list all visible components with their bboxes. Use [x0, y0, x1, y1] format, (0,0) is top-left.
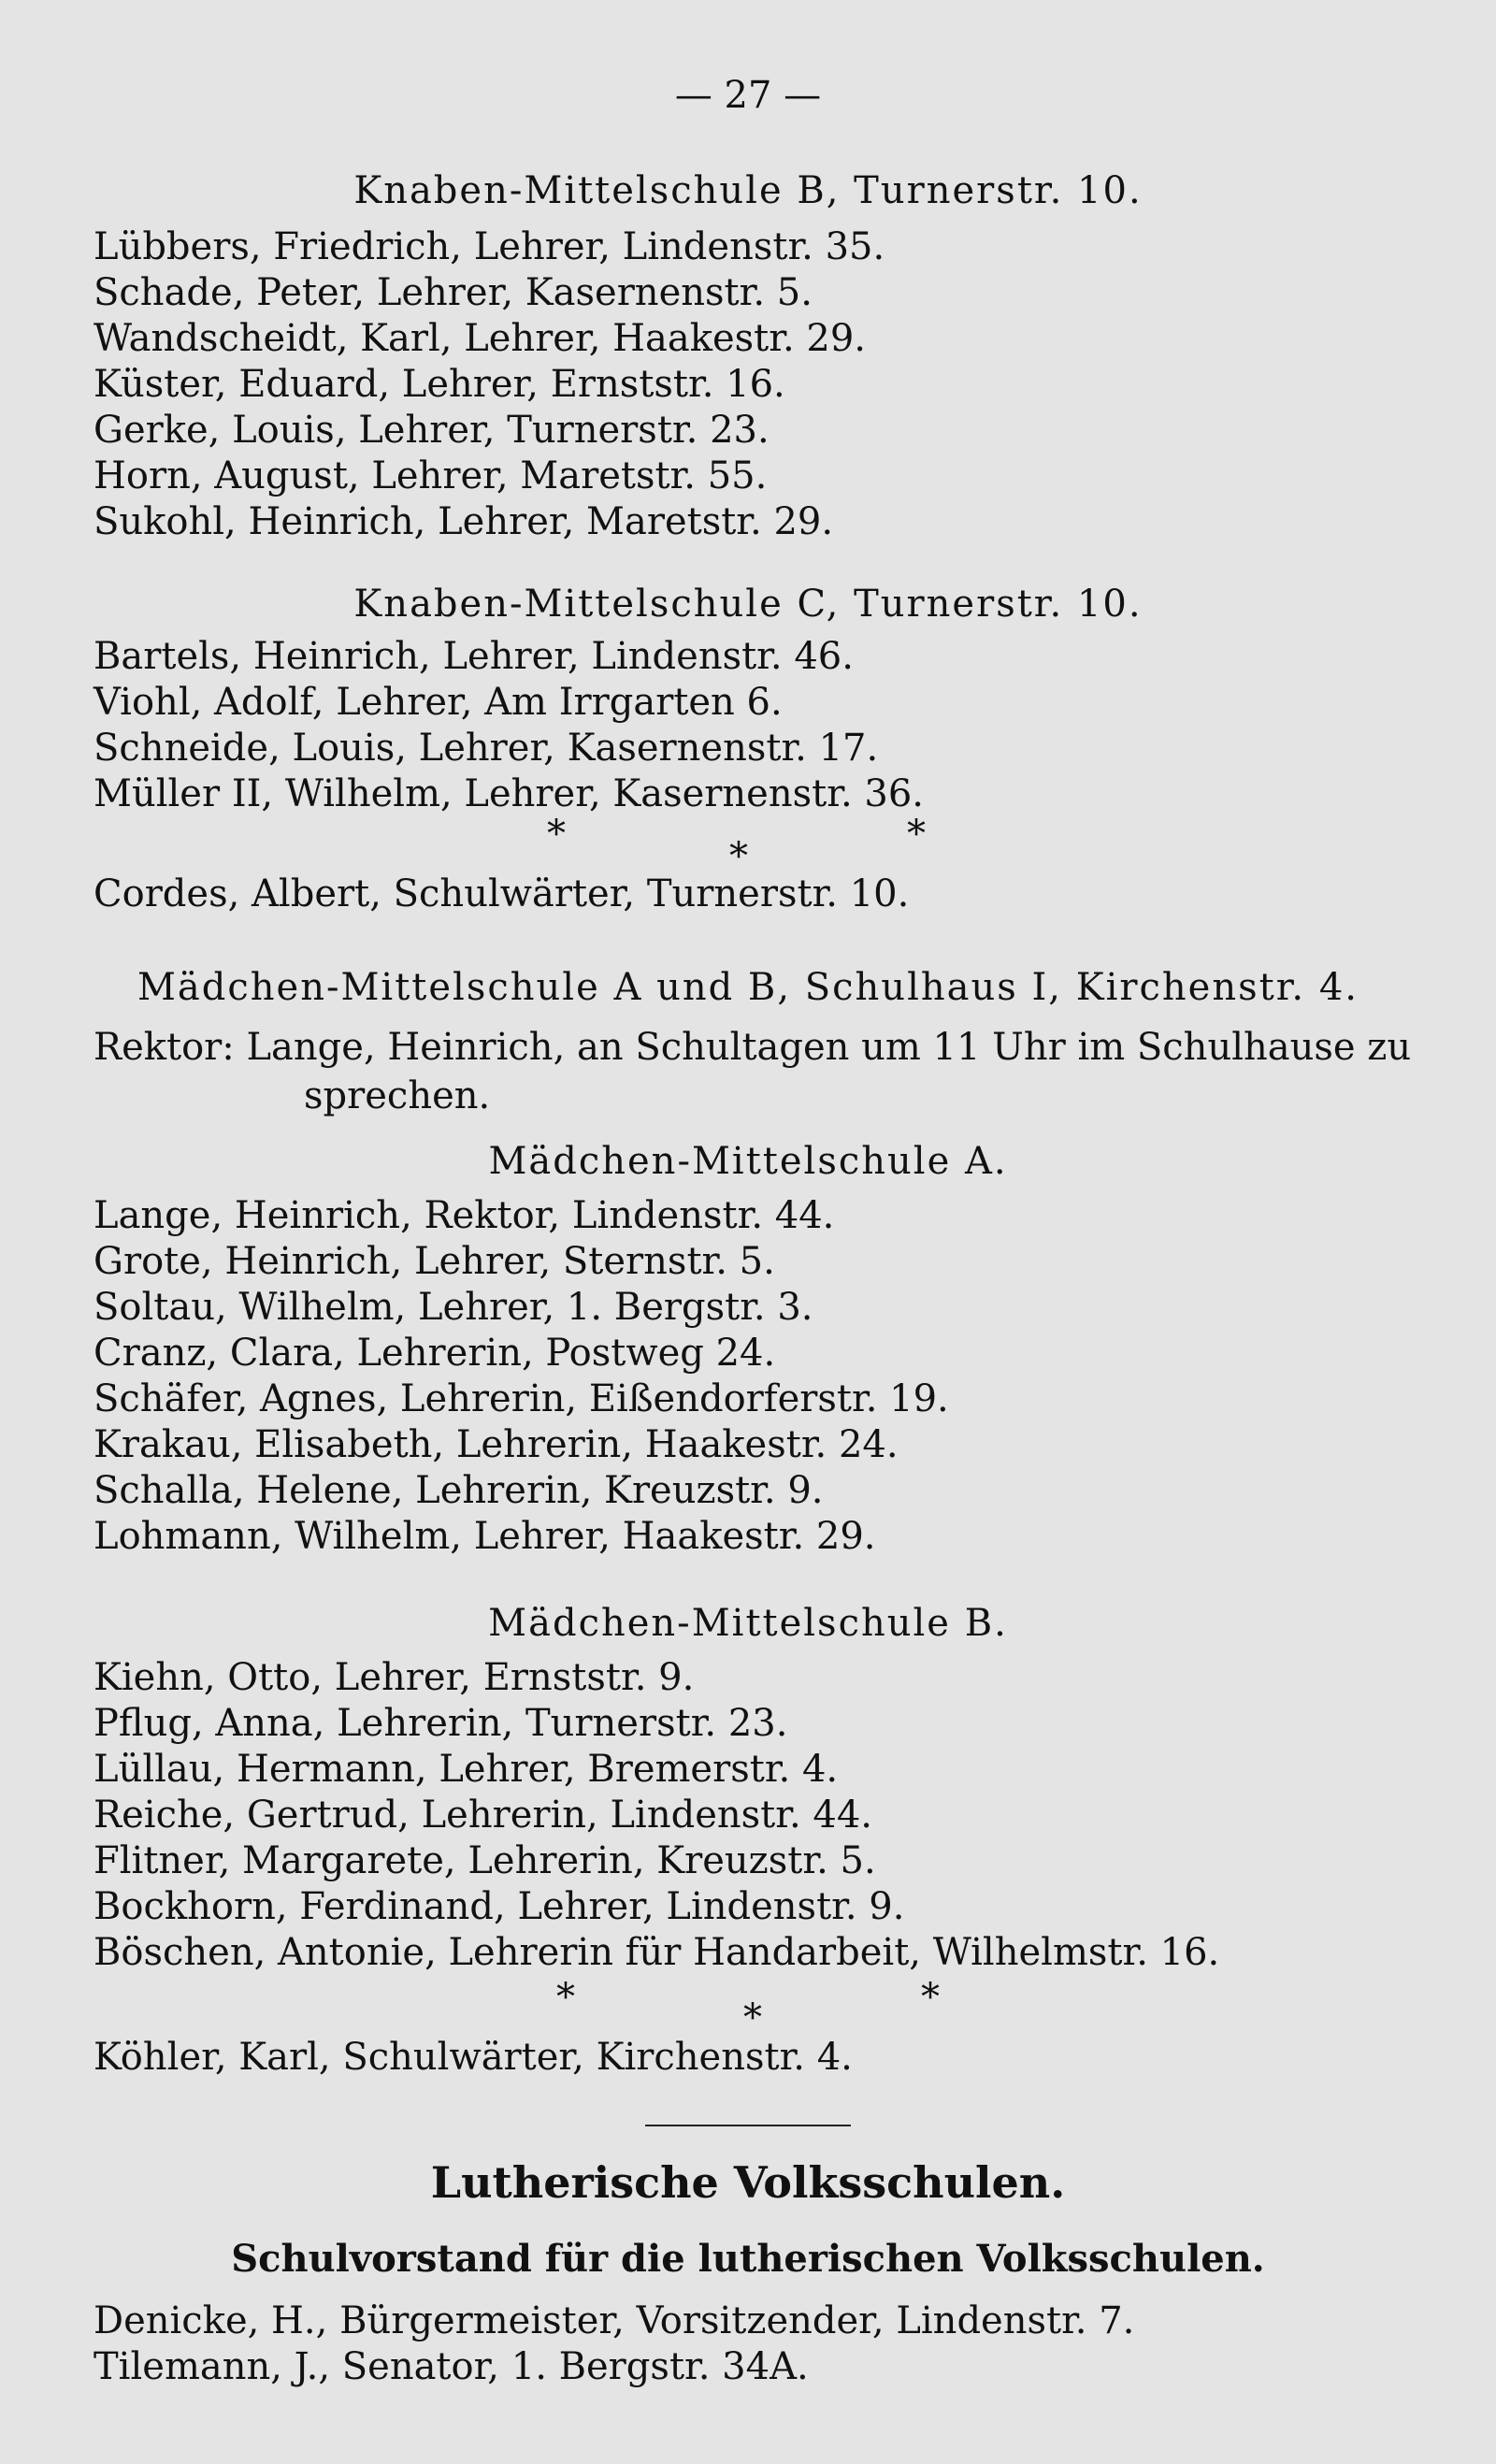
rector-note-continued: sprechen.: [304, 1074, 491, 1117]
list-item: Grote, Heinrich, Lehrer, Sternstr. 5.: [94, 1240, 775, 1283]
list-item: Lübbers, Friedrich, Lehrer, Lindenstr. 35.: [94, 225, 885, 268]
list-item: Tilemann, J., Senator, 1. Bergstr. 34A.: [94, 2345, 809, 2388]
list-item: Krakau, Elisabeth, Lehrerin, Haakestr. 24.: [94, 1423, 899, 1466]
list-item: Schneide, Louis, Lehrer, Kasernenstr. 17.: [94, 727, 879, 770]
list-item: Lange, Heinrich, Rektor, Lindenstr. 44.: [94, 1194, 835, 1237]
section-subtitle-schulvorstand: Schulvorstand für die lutherischen Volksschulen.: [231, 2237, 1265, 2281]
separator-star: *: [547, 813, 566, 856]
list-item: Gerke, Louis, Lehrer, Turnerstr. 23.: [94, 409, 770, 452]
list-item: Flitner, Margarete, Lehrerin, Kreuzstr. 5.: [94, 1839, 876, 1882]
section-divider: [645, 2125, 851, 2126]
section-heading-maedchen-b: Mädchen-Mittelschule B.: [488, 1602, 1008, 1645]
list-item: Horn, August, Lehrer, Maretstr. 55.: [94, 454, 768, 497]
section-heading-maedchen-a: Mädchen-Mittelschule A.: [488, 1140, 1008, 1183]
separator-star: *: [729, 835, 748, 878]
list-item: Schalla, Helene, Lehrerin, Kreuzstr. 9.: [94, 1469, 824, 1512]
separator-star: *: [907, 813, 926, 856]
section-heading-knaben-c: Knaben-Mittelschule C, Turnerstr. 10.: [353, 583, 1143, 626]
separator-star: *: [743, 1996, 762, 2039]
list-item: Lohmann, Wilhelm, Lehrer, Haakestr. 29.: [94, 1515, 876, 1558]
section-heading-maedchen-ab: Mädchen-Mittelschule A und B, Schulhaus I, Kirchenstr. 4.: [137, 966, 1359, 1009]
list-item: Soltau, Wilhelm, Lehrer, 1. Bergstr. 3.: [94, 1286, 813, 1329]
section-heading-knaben-b: Knaben-Mittelschule B, Turnerstr. 10.: [353, 169, 1143, 212]
list-item: Viohl, Adolf, Lehrer, Am Irrgarten 6.: [94, 681, 783, 724]
list-item: Cordes, Albert, Schulwärter, Turnerstr. 10.: [94, 872, 910, 915]
page-number: — 27 —: [674, 74, 822, 117]
list-item: Cranz, Clara, Lehrerin, Postweg 24.: [94, 1332, 776, 1375]
list-item: Bockhorn, Ferdinand, Lehrer, Lindenstr. 9.: [94, 1885, 905, 1928]
list-item: Wandscheidt, Karl, Lehrer, Haakestr. 29.: [94, 317, 866, 360]
list-item: Böschen, Antonie, Lehrerin für Handarbeit, Wilhelmstr. 16.: [94, 1931, 1220, 1974]
list-item: Schäfer, Agnes, Lehrerin, Eißendorferstr. 19.: [94, 1377, 949, 1420]
list-item: Lüllau, Hermann, Lehrer, Bremerstr. 4.: [94, 1748, 839, 1791]
list-item: Schade, Peter, Lehrer, Kasernenstr. 5.: [94, 271, 813, 314]
list-item: Müller II, Wilhelm, Lehrer, Kasernenstr. 36.: [94, 772, 924, 815]
rector-note: Rektor: Lange, Heinrich, an Schultagen um 11 Uhr im Schulhause zu: [94, 1026, 1412, 1069]
list-item: Küster, Eduard, Lehrer, Ernststr. 16.: [94, 363, 785, 406]
section-title-lutherische: Lutherische Volksschulen.: [430, 2157, 1066, 2208]
list-item: Kiehn, Otto, Lehrer, Ernststr. 9.: [94, 1656, 695, 1699]
separator-star: *: [921, 1976, 940, 2019]
list-item: Bartels, Heinrich, Lehrer, Lindenstr. 46.: [94, 635, 854, 678]
list-item: Denicke, H., Bürgermeister, Vorsitzender, Lindenstr. 7.: [94, 2299, 1135, 2342]
list-item: Pflug, Anna, Lehrerin, Turnerstr. 23.: [94, 1702, 788, 1745]
list-item: Köhler, Karl, Schulwärter, Kirchenstr. 4.: [94, 2036, 853, 2079]
separator-star: *: [556, 1976, 575, 2019]
list-item: Reiche, Gertrud, Lehrerin, Lindenstr. 44.: [94, 1794, 873, 1837]
list-item: Sukohl, Heinrich, Lehrer, Maretstr. 29.: [94, 500, 834, 543]
